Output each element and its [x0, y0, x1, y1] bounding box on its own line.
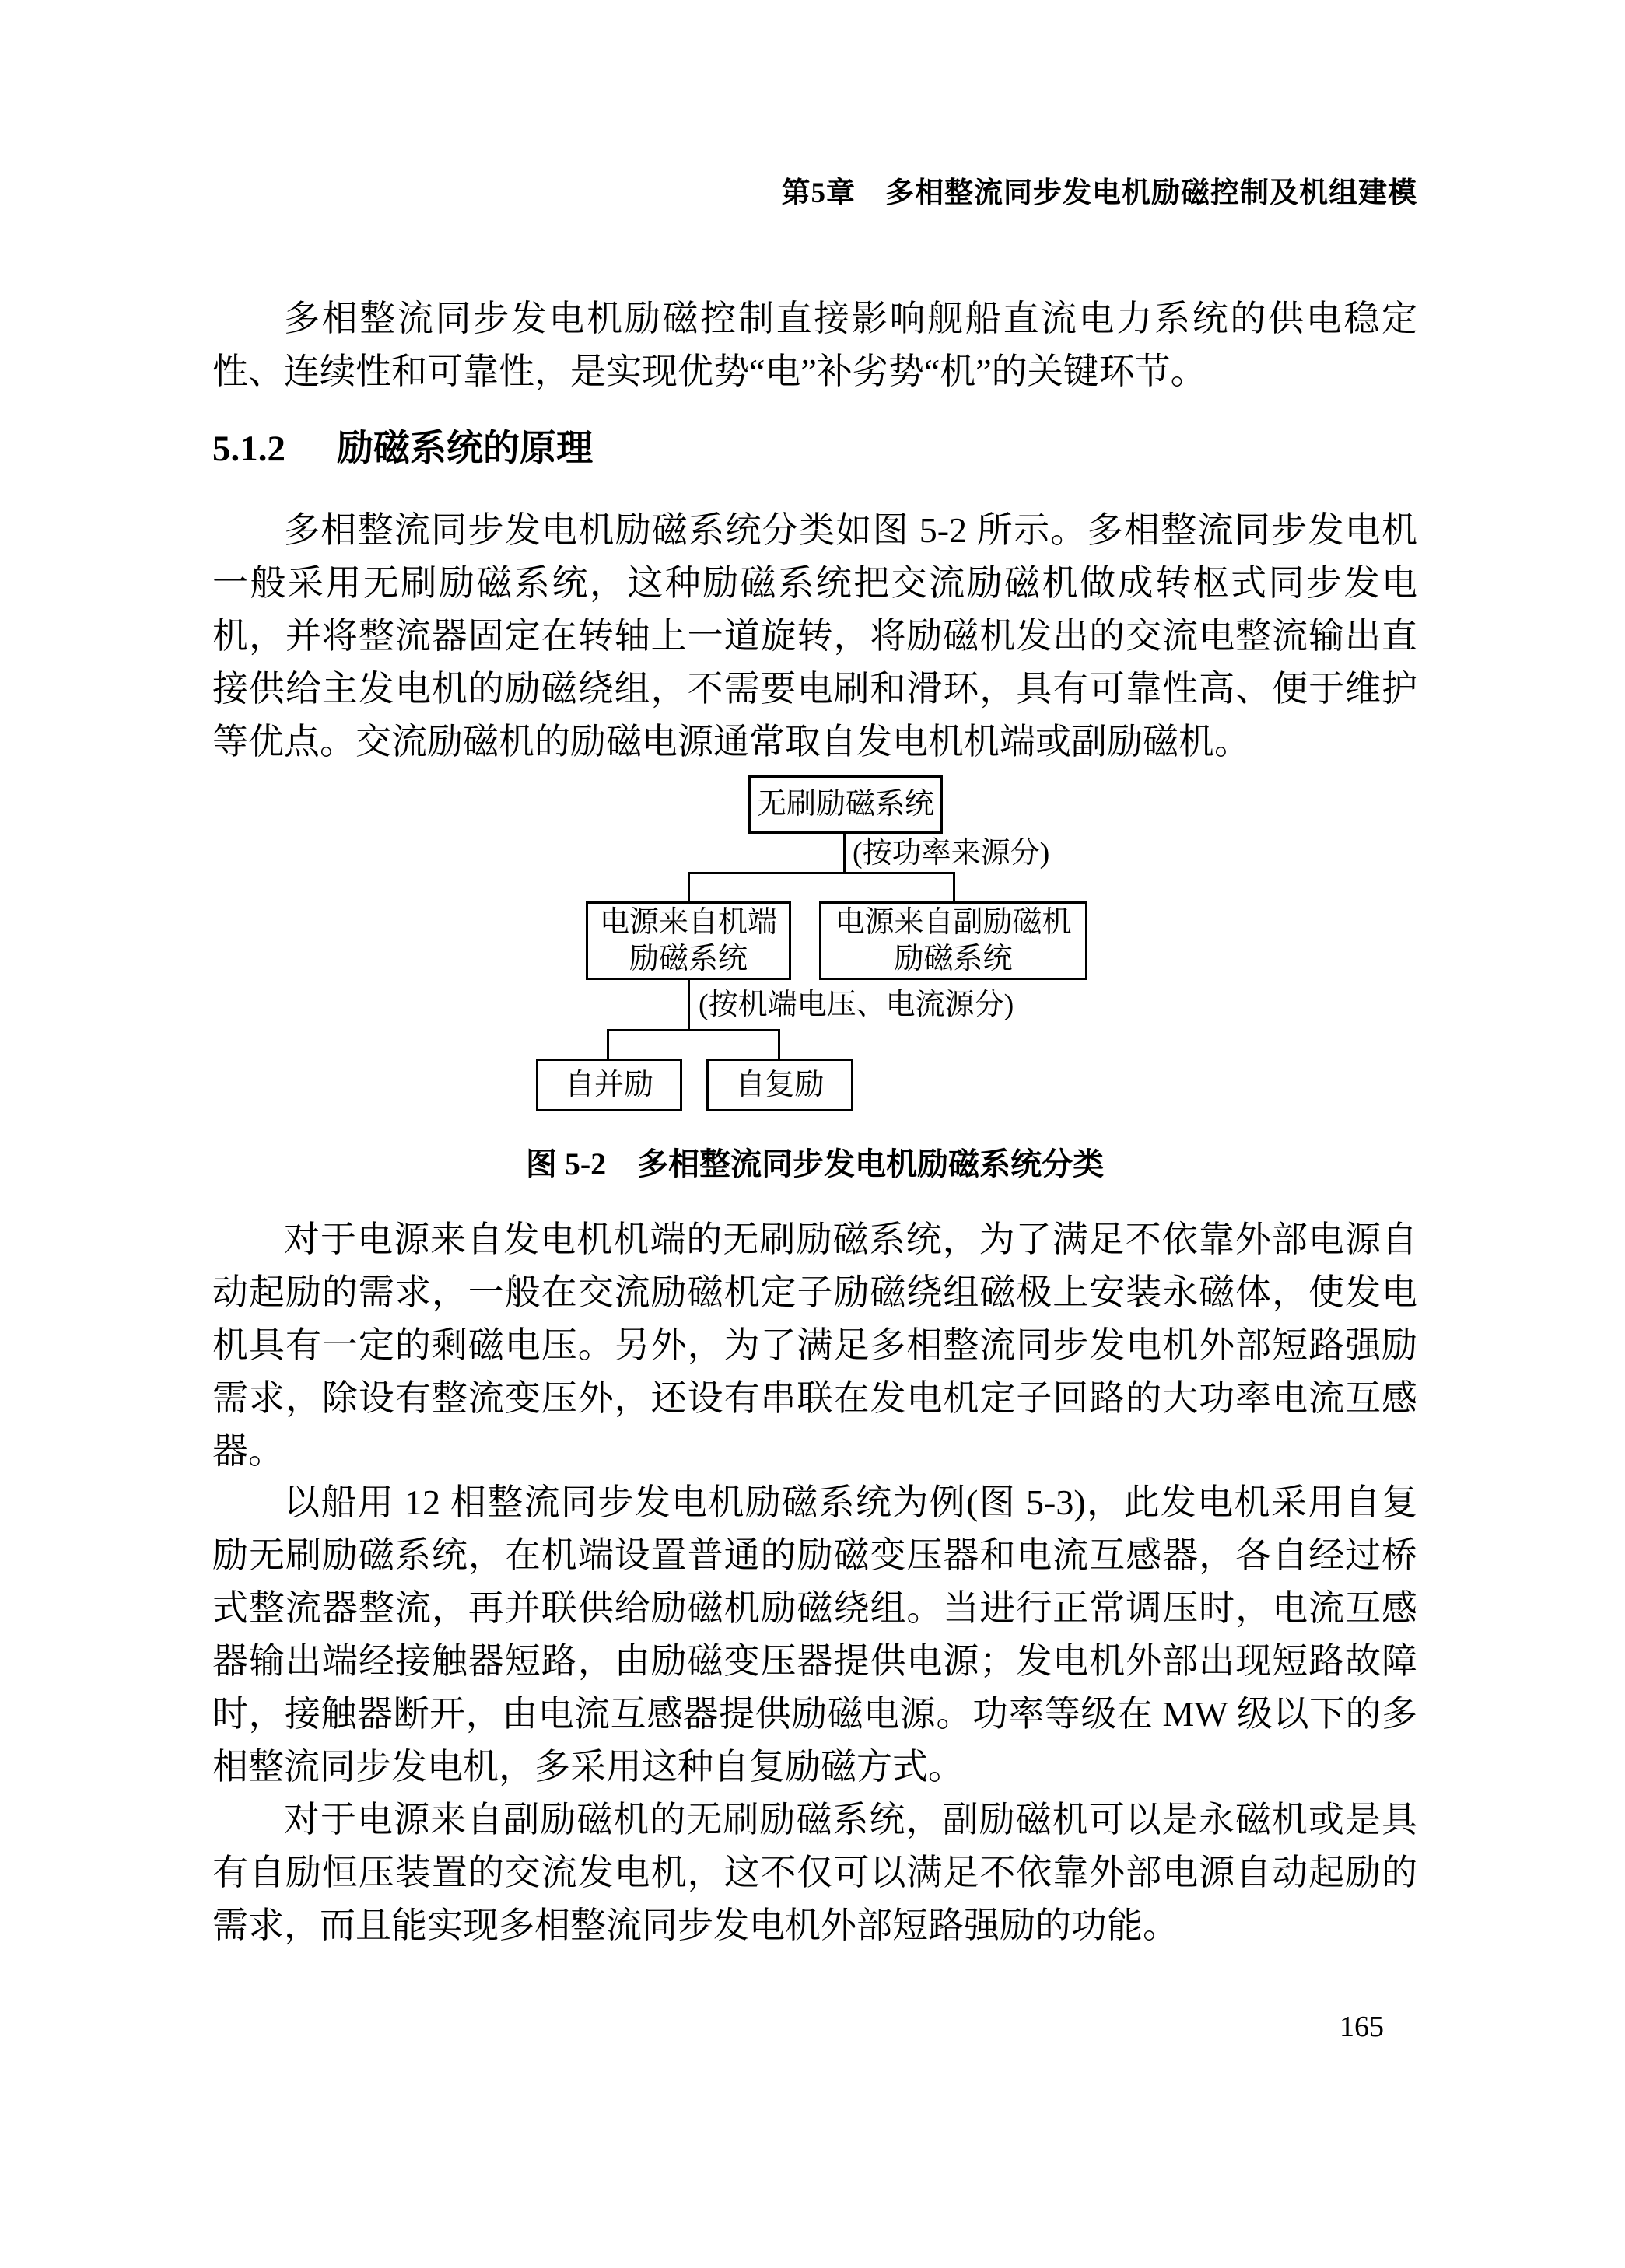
section-heading — [212, 427, 593, 471]
branch-criterion-label-power-source: (按功率来源分) — [853, 837, 1050, 870]
connector-vertical-line — [953, 872, 955, 903]
paragraph-excitation-overview: 多相整流同步发电机励磁系统分类如图 5-2 所示。多相整流同步发电机一般采用无刷励磁系统，这种励磁系统把交流励磁机做成转枢式同步发电机，并将整流器固定在转轴上一道旋转，将励磁机发出的交流电整流输出直接供给主发电机的励磁绕组，不需要电刷和滑环，具有可靠性高、便于维护等优点。交流励磁机的励磁电源通常取自发电机机端或副励磁机。 — [212, 510, 1417, 761]
box-text-line: 励磁系统 — [629, 942, 748, 975]
page-number: 165 — [1340, 2011, 1384, 2043]
connector-vertical-line — [778, 1029, 780, 1060]
box-text-line: 电源来自副励磁机 — [835, 905, 1072, 939]
box-text-line: 电源来自机端 — [599, 905, 777, 939]
box-text-line: 励磁系统 — [894, 942, 1013, 975]
paragraph-12-phase-example: 以船用 12 相整流同步发电机励磁系统为例(图 5-3)，此发电机采用自复励无刷励磁系统，在机端设置普通的励磁变压器和电流互感器，各自经过桥式整流器整流，再并联供给励磁机励磁绕组。当进行正常调压时，电流互感器输出端经接触器短路，由励磁变压器提供电源；发电机外部出现短路故障时，接触器断开，由电流互感器提供励磁电源。功率等级在 MW 级以下的多相整流同步发电机，多采用这种自复励磁方式。 — [212, 1482, 1417, 1787]
running-header: 第5章 多相整流同步发电机励磁控制及机组建模 — [781, 177, 1417, 209]
flowchart-terminal-source-box — [586, 901, 791, 980]
connector-vertical-line — [607, 1029, 609, 1060]
figure-caption-number: 图 5-2 — [525, 1146, 607, 1181]
flowchart-root-box: 无刷励磁系统 — [748, 775, 943, 834]
section-title: 励磁系统的原理 — [337, 429, 593, 469]
connector-horizontal-line — [607, 1029, 780, 1031]
figure-5-2-flowchart — [212, 775, 1417, 1111]
paragraph-pilot-exciter-system: 对于电源来自副励磁机的无刷励磁系统，副励磁机可以是永磁机或是具有自励恒压装置的交流发电机，这不仅可以满足不依靠外部电源自动起励的需求，而且能实现多相整流同步发电机外部短路强励的功能。 — [212, 1800, 1417, 1945]
connector-horizontal-line — [688, 872, 955, 874]
figure-caption — [212, 1145, 1417, 1184]
paragraph-intro: 多相整流同步发电机励磁控制直接影响舰船直流电力系统的供电稳定性、连续性和可靠性，是实现优势“电”补劣势“机”的关键环节。 — [212, 299, 1417, 391]
connector-vertical-line — [843, 834, 846, 874]
connector-vertical-line — [688, 872, 690, 903]
flowchart-self-shunt-excitation-box: 自并励 — [536, 1059, 682, 1111]
figure-caption-title: 多相整流同步发电机励磁系统分类 — [637, 1146, 1105, 1181]
branch-criterion-label-voltage-current-source: (按机端电压、电流源分) — [699, 989, 1014, 1021]
flowchart-self-compound-excitation-box: 自复励 — [706, 1059, 853, 1111]
paragraph-terminal-source-system: 对于电源来自发电机机端的无刷励磁系统，为了满足不依靠外部电源自动起励的需求，一般在交流励磁机定子励磁绕组磁极上安装永磁体，使发电机具有一定的剩磁电压。另外，为了满足多相整流同步发电机外部短路强励需求，除设有整流变压外，还设有串联在发电机定子回路的大功率电流互感器。 — [212, 1220, 1417, 1471]
connector-vertical-line — [688, 980, 690, 1031]
flowchart-pilot-exciter-source-box — [819, 901, 1087, 980]
section-number: 5.1.2 — [212, 429, 285, 469]
